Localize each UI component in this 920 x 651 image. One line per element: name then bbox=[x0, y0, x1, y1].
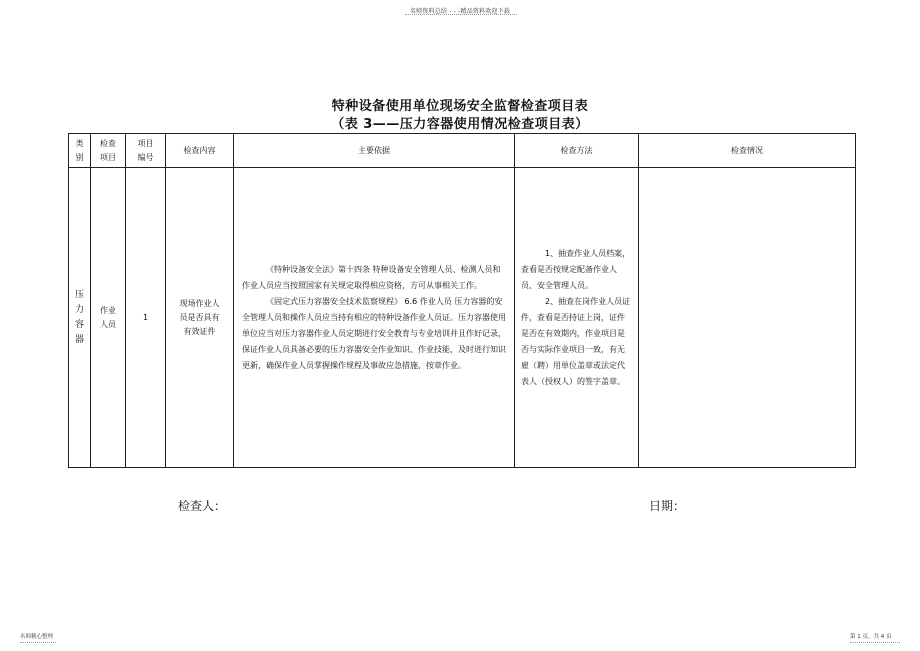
basis-paragraph-2: 《固定式压力容器安全技术监察规程》 6.6 作业人员 压力容器的安全管理人员和操作人员应当持有相应的特种设备作业人员证。压力容器使用单位应当对压力容器作业人员定期进行安全教育与专业培训并且作好记录，保证作业人员具备必要的压力容器安全作业知识、作业技能，及时进行知识更新，确保作业人员掌握操作规程及事故应急措施，按章作业。 bbox=[242, 296, 506, 370]
method-paragraph-1: 1、抽查作业人员档案，查看是否按规定配备作业人员、安全管理人员。 bbox=[521, 248, 631, 290]
cell-content: 现场作业人 员是否具有 有效证件 bbox=[166, 168, 234, 468]
cell-number: 1 bbox=[126, 168, 166, 468]
basis-paragraph-1: 《特种设备安全法》第十四条 特种设备安全管理人员、检测人员和作业人员应当按照国家有关规定取得相应资格，方可从事相关工作。 bbox=[242, 264, 501, 290]
header-category: 类 别 bbox=[69, 134, 91, 168]
cell-category: 压 力 容 器 bbox=[69, 168, 91, 468]
page-number: 第 1 页，共 4 页 bbox=[850, 634, 892, 640]
header-number: 项目 编号 bbox=[126, 134, 166, 168]
table-header-row bbox=[69, 134, 856, 168]
table-row bbox=[69, 168, 856, 468]
page-subtitle: （表 3——压力容器使用情况检查项目表） bbox=[331, 117, 589, 132]
header-item: 检查 项目 bbox=[91, 134, 126, 168]
inspection-table bbox=[68, 133, 856, 468]
cell-method bbox=[515, 168, 639, 468]
page-title: 特种设备使用单位现场安全监督检查项目表 bbox=[331, 99, 589, 114]
footer-right-dots bbox=[850, 642, 900, 643]
header-status: 检查情况 bbox=[639, 134, 856, 168]
inspector-label: 检查人： bbox=[178, 499, 227, 513]
cell-status bbox=[639, 168, 856, 468]
footer-left-note: 名师精心整理 bbox=[20, 634, 54, 640]
header-dotted-line bbox=[405, 14, 517, 15]
footer-left-dots bbox=[20, 642, 56, 643]
page-header-note: 名师资料总结 - - -精品资料欢迎下载 bbox=[409, 8, 511, 15]
cell-basis bbox=[234, 168, 515, 468]
method-paragraph-2: 2、抽查在岗作业人员证件，查看是否持证上岗，证件是否在有效期内，作业项目是否与实际作业项目一致，有无雇（聘）用单位盖章或法定代表人（授权人）的签字盖章。 bbox=[521, 296, 631, 386]
cell-item: 作业 人员 bbox=[91, 168, 126, 468]
header-method: 检查方法 bbox=[515, 134, 639, 168]
header-basis: 主要依据 bbox=[234, 134, 515, 168]
date-label: 日期： bbox=[649, 499, 686, 513]
header-content: 检查内容 bbox=[166, 134, 234, 168]
